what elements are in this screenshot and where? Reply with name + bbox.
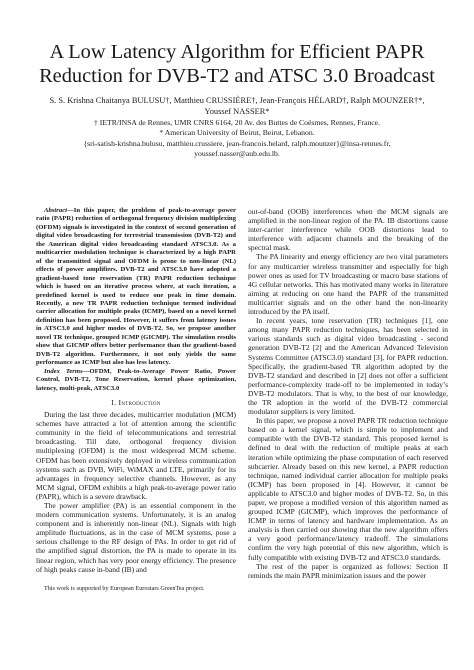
section-heading-introduction: I. Introduction	[111, 397, 161, 407]
title-line-2: Reduction for DVB-T2 and ATSC 3.0 Broadcast	[39, 65, 435, 87]
right-paragraph-1: out-of-band (OOB) interferences when the MCM signals are amplified in the non-linear region of the PA. IB distortions cause inter-carrier interference while OOB distortions lead to interference with adjacent channels and the breaking of the spectral mask.	[248, 207, 448, 253]
affiliation-ietr: † IETR/INSA de Rennes, UMR CNRS 6164, 20 Av. des Buttes de Coësmes, Rennes, France.	[94, 118, 380, 127]
abstract-label: Abstract	[44, 207, 68, 214]
affiliation-aub: * American University of Beirut, Beirut, Lebanon.	[159, 128, 315, 138]
intro-paragraph-2: The power amplifier (PA) is an essential component in the modern communication systems. Unfortunately, it is an analog component and is inherently non-linear (NL). Signals with high amplitude fluctuations, as in the case of MCM systems, pose a serious challenge to the RF design of PAs. In order to get rid of the amplified signal distortion, the PA is made to operate in its linear region, which has very poor energy efficiency. The presence of high peaks cause in-band (IB) and	[36, 501, 236, 574]
index-terms-text: —OFDM, Peak-to-Average Power Ratio, Power Control, DVB-T2, Tone Reservation, kernel phase optimization, latency, multi-peak, ATSC3.0	[36, 367, 236, 392]
abstract	[36, 207, 236, 368]
footnote: This work is supported by European Eurostars GreenTea project.	[44, 585, 205, 592]
index-terms-label: Index Terms	[44, 367, 83, 375]
right-paragraph-2: The PA linearity and energy efficiency are two vital parameters for any multicarrier wireless transmitter and especially for high power ones as used for TV broadcasting or macro base stations of 4G cellular networks. This has motivated many works in literature aiming at reducing on one hand the PAPR of the transmitted multicarrier signals and on the other hand the non-linearity introduced by the PA itself.	[248, 252, 448, 317]
index-terms	[36, 368, 236, 393]
authors-line-2: Youssef NASSER*	[204, 107, 270, 117]
right-paragraph-5: The rest of the paper is organized as follows: Section II reminds the main PAPR minimization issues and the power	[248, 561, 448, 580]
right-column	[248, 207, 448, 580]
authors-line-1: S. S. Krishna Chaitanya BULUSU†, Matthieu CRUSSIÈRE†, Jean-François HÉLARD†, Ralph MOUNZER†*,	[49, 96, 425, 105]
right-paragraph-3: In recent years, tone reservation (TR) techniques [1], one among many PAPR reduction techniques, has been selected in various standards such as digital video broadcasting - second generation DVB-T2 [2] and the American Advanced Television Systems Committee (ATSC3.0) standard [3], for PAPR reduction. Specifically, the gradient-based TR algorithm adopted by the DVB-T2 standard and described in [2] does not offer a sufficient performance-complexity trade-off to be implemented in today’s DVB-T2 modulators. That is why, to the best of our knowledge, the TR adoption in the world of the DVB-T2 commercial modulator suppliers is very limited.	[248, 316, 448, 417]
title-line-1: A Low Latency Algorithm for Efficient PAPR	[49, 41, 425, 63]
author-emails: {sri-satish-krishna.bulusu, matthieu.crussiere, jean-francois.helard, ralph.mounzer}@insa-rennes.fr,	[83, 138, 391, 148]
intro-paragraph-1: During the last three decades, multicarrier modulation (MCM) schemes have attracted a lot of attention among the scientific community in the field of telecommunications and terrestrial broadcasting. Till date, orthogonal frequency division multiplexing (OFDM) is the most widespread MCM scheme. OFDM has been extensively deployed in wireless communication systems such as DVB, WiFi, WiMAX and LTE, primarily for its advantages in frequency selective channels. However, as any MCM signal, OFDM exhibits a high peak-to-average power ratio (PAPR), which is a severe drawback.	[36, 410, 236, 501]
paper-title	[20, 40, 454, 88]
affiliations	[20, 118, 454, 160]
right-paragraph-4: In this paper, we propose a novel PAPR TR reduction technique based on a kernel signal, which is simple to implement and compatible with the DVB-T2 standard. This proposed kernel is defined to deal with the reduction of multiple peaks at each iteration while optimizing the phase computation of each reserved subcarrier. Already based on this new kernel, a PAPR reduction technique, named individual carrier allocation for multiple peaks (ICMP) has been proposed in [4]. However, it cannot be applicable to ATSC3.0 and higher modes of DVB-T2. So, in this paper, we propose a modified version of this algorithm named as grouped ICMP (GICMP), which improves the performance of ICMP in terms of latency and hardware implementation. As an analysis is then carried out showing that the new algorithm offers a very good performance/latency tradeoff. The simulations confirm the very high potential of this new algorithm, which is fully compatible with existing DVB-T2 and ATSC3.0 standards.	[248, 416, 448, 562]
author-email-nasser: youssef.nasser@aub.edu.lb.	[194, 149, 280, 159]
left-column	[36, 207, 236, 574]
author-list	[20, 95, 454, 118]
abstract-text: —In this paper, the problem of peak-to-average power ratio (PAPR) reduction of orthogonal frequency division multiplexing (OFDM) signals is investigated in the context of second generation of digital video broadcasting for terrestrial transmission (DVB-T2) and the American digital video broadcasting standard ATSC3.0. As a multicarrier modulation technique is characterized by a high PAPR of the transmitted signal and OFDM is prone to non-linear (NL) effects of power amplifiers. DVB-T2 and ATSC3.0 have adopted a gradient-based tone reservation (TR) PAPR reduction technique which is based on an iterative process where, at each iteration, a predefined kernel is used to reduce one peak in time domain. Recently, a new TR PAPR reduction technique termed individual carrier allocation for multiple peaks (ICMP), based on a novel kernel definition has been proposed. However, it suffers from latency issues in ATSC3.0 and higher modes of DVB-T2. So, we propose another novel TR technique, grouped ICMP (GICMP). The simulation results show that GICMP offers better performance than the gradient-based DVB-T2 algorithm. Furthermore, it not only yields the same performance as ICMP but also has less latency.	[36, 207, 236, 367]
